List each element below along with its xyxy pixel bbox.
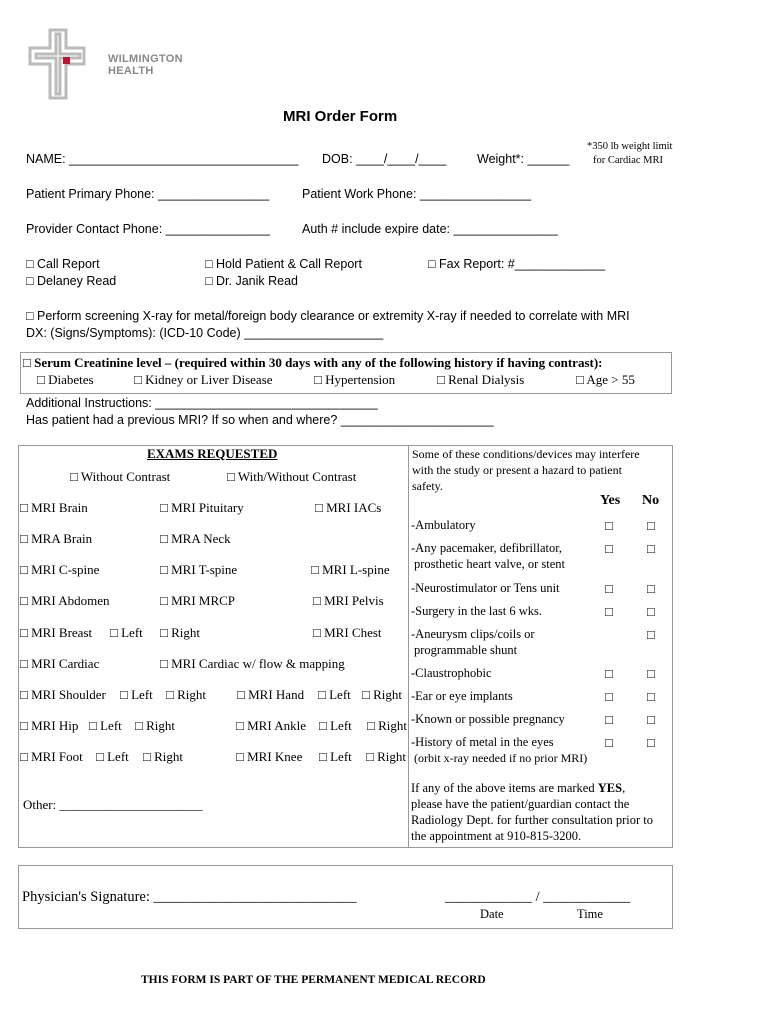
mri-tspine-checkbox[interactable]: □ MRI T-spine [160,562,238,577]
pacemaker-label: -Any pacemaker, defibrillator, [411,541,563,555]
conditions-intro-line: safety. [412,479,443,493]
ear-eye-no[interactable]: □ [647,689,655,704]
footer-notice: THIS FORM IS PART OF THE PERMANENT MEDICAL RECORD [141,974,486,986]
other-field[interactable]: Other: ______________________ [23,797,203,812]
creatinine-heading[interactable]: □ Serum Creatinine level – (required within 30 days with any of the following history if having contrast): [23,355,603,370]
cross-logo-icon [26,26,106,106]
previous-mri-field[interactable]: Has patient had a previous MRI? If so when and where? ______________________ [26,413,494,427]
diabetes-checkbox[interactable]: □ Diabetes [37,372,94,387]
dob-field[interactable]: DOB: ____/____/____ [322,152,447,166]
mri-chest-checkbox[interactable]: □ MRI Chest [313,625,382,640]
ambulatory-label: -Ambulatory [411,518,476,532]
metal-no[interactable]: □ [647,735,655,750]
mri-ankle-checkbox[interactable]: □ MRI Ankle [236,718,306,733]
shoulder-left-checkbox[interactable]: □ Left [120,687,153,702]
conditions-footer-line: please have the patient/guardian contact the [411,797,630,811]
foot-right-checkbox[interactable]: □ Right [143,749,183,764]
surgery-no[interactable]: □ [647,604,655,619]
conditions-footer-line: Radiology Dept. for further consultation prior to [411,813,653,827]
claustro-label: -Claustrophobic [411,666,492,680]
footer-text: If any of the above items are marked [411,781,598,795]
without-contrast-checkbox[interactable]: □ Without Contrast [70,469,171,484]
breast-right-checkbox[interactable]: □ Right [160,625,200,640]
mri-lspine-checkbox[interactable]: □ MRI L-spine [311,562,390,577]
dx-field[interactable]: DX: (Signs/Symptoms): (ICD-10 Code) ____________________ [26,326,384,340]
foot-left-checkbox[interactable]: □ Left [96,749,129,764]
mri-abdomen-checkbox[interactable]: □ MRI Abdomen [20,593,110,608]
surgery-label: -Surgery in the last 6 wks. [411,604,543,618]
fax-report-checkbox[interactable]: □ Fax Report: #_____________ [428,257,606,271]
mri-hand-checkbox[interactable]: □ MRI Hand [237,687,305,702]
mri-shoulder-checkbox[interactable]: □ MRI Shoulder [20,687,106,702]
physician-signature-field[interactable]: Physician's Signature: ____________________________ [22,889,357,905]
mri-cardiac-checkbox[interactable]: □ MRI Cardiac [20,656,100,671]
aneurysm-label-2: programmable shunt [414,643,518,657]
hip-left-checkbox[interactable]: □ Left [89,718,122,733]
ankle-right-checkbox[interactable]: □ Right [367,718,407,733]
exams-heading: EXAMS REQUESTED [147,446,278,461]
aneurysm-no[interactable]: □ [647,627,655,642]
work-phone-field[interactable]: Patient Work Phone: ________________ [302,187,532,201]
footer-yes: YES [597,781,623,795]
surgery-yes[interactable]: □ [605,604,613,619]
hip-right-checkbox[interactable]: □ Right [135,718,175,733]
conditions-footer [411,780,653,844]
with-without-contrast-checkbox[interactable]: □ With/Without Contrast [227,469,357,484]
metal-label: -History of metal in the eyes [411,735,554,749]
provider-phone-field[interactable]: Provider Contact Phone: _______________ [26,222,270,236]
metal-label-2: (orbit x-ray needed if no prior MRI) [414,751,588,765]
ambulatory-no[interactable]: □ [647,518,655,533]
yes-header: Yes [600,493,621,508]
mri-knee-checkbox[interactable]: □ MRI Knee [236,749,303,764]
aneurysm-label: -Aneurysm clips/coils or [411,627,535,641]
neurostim-label: -Neurostimulator or Tens unit [411,581,560,595]
ear-eye-label: -Ear or eye implants [411,689,513,703]
weight-field[interactable]: Weight*: ______ [477,152,570,166]
time-label: Time [577,907,603,921]
mri-brain-checkbox[interactable]: □ MRI Brain [20,500,88,515]
weight-note-1: *350 lb weight limit [587,141,673,152]
mri-pelvis-checkbox[interactable]: □ MRI Pelvis [313,593,384,608]
conditions-intro-line: with the study or present a hazard to patient [412,463,622,477]
hold-patient-checkbox[interactable]: □ Hold Patient & Call Report [205,257,362,271]
knee-right-checkbox[interactable]: □ Right [366,749,406,764]
breast-left-checkbox[interactable]: □ Left [110,625,143,640]
mri-cspine-checkbox[interactable]: □ MRI C-spine [20,562,100,577]
mri-pituitary-checkbox[interactable]: □ MRI Pituitary [160,500,244,515]
pacemaker-label-2: prosthetic heart valve, or stent [414,557,565,571]
knee-left-checkbox[interactable]: □ Left [319,749,352,764]
conditions-intro-line: Some of these conditions/devices may interfere [412,447,640,461]
logo-line1: WILMINGTON [108,53,183,65]
delaney-read-checkbox[interactable]: □ Delaney Read [26,274,117,288]
neurostim-yes[interactable]: □ [605,581,613,596]
hand-left-checkbox[interactable]: □ Left [318,687,351,702]
age-checkbox[interactable]: □ Age > 55 [576,372,635,387]
primary-phone-field[interactable]: Patient Primary Phone: ________________ [26,187,270,201]
neurostim-no[interactable]: □ [647,581,655,596]
date-label: Date [480,907,504,921]
conditions-footer-line [411,780,653,796]
ambulatory-yes[interactable]: □ [605,518,613,533]
hypertension-checkbox[interactable]: □ Hypertension [314,372,396,387]
shoulder-right-checkbox[interactable]: □ Right [166,687,206,702]
mri-hip-checkbox[interactable]: □ MRI Hip [20,718,79,733]
xray-checkbox[interactable]: □ Perform screening X-ray for metal/foreign body clearance or extremity X-ray if needed to correlate with MRI [26,309,630,323]
wilmington-health-logo [26,26,183,106]
ear-eye-yes[interactable]: □ [605,689,613,704]
mra-brain-checkbox[interactable]: □ MRA Brain [20,531,93,546]
additional-instructions-field[interactable]: Additional Instructions: ________________________________ [26,396,378,410]
weight-note-2: for Cardiac MRI [593,155,663,166]
metal-yes[interactable]: □ [605,735,613,750]
pregnancy-no[interactable]: □ [647,712,655,727]
mra-neck-checkbox[interactable]: □ MRA Neck [160,531,231,546]
claustro-yes[interactable]: □ [605,666,613,681]
call-report-checkbox[interactable]: □ Call Report [26,257,100,271]
footer-comma: , [622,781,626,795]
pregnancy-yes[interactable]: □ [605,712,613,727]
pacemaker-yes[interactable]: □ [605,541,613,556]
hand-right-checkbox[interactable]: □ Right [362,687,402,702]
mri-foot-checkbox[interactable]: □ MRI Foot [20,749,83,764]
conditions-footer-line: the appointment at 910-815-3200. [411,829,582,843]
renal-dialysis-checkbox[interactable]: □ Renal Dialysis [437,372,525,387]
ankle-left-checkbox[interactable]: □ Left [319,718,352,733]
auth-field[interactable]: Auth # include expire date: _______________ [302,222,558,236]
claustro-no[interactable]: □ [647,666,655,681]
kidney-liver-checkbox[interactable]: □ Kidney or Liver Disease [134,372,273,387]
logo-line2: HEALTH [108,65,154,77]
mri-mrcp-checkbox[interactable]: □ MRI MRCP [160,593,236,608]
mri-cardiac-flow-checkbox[interactable]: □ MRI Cardiac w/ flow & mapping [160,656,345,671]
date-time-field[interactable]: ____________ / ____________ [445,889,631,905]
name-field[interactable]: NAME: _________________________________ [26,152,299,166]
pacemaker-no[interactable]: □ [647,541,655,556]
conditions-intro [412,446,640,494]
page-title: MRI Order Form [283,108,398,125]
mri-breast-checkbox[interactable]: □ MRI Breast [20,625,93,640]
pregnancy-label: -Known or possible pregnancy [411,712,565,726]
dr-janik-checkbox[interactable]: □ Dr. Janik Read [205,274,299,288]
no-header: No [642,493,660,508]
exams-divider [408,445,409,847]
logo-text [108,53,183,77]
mri-iacs-checkbox[interactable]: □ MRI IACs [315,500,382,515]
